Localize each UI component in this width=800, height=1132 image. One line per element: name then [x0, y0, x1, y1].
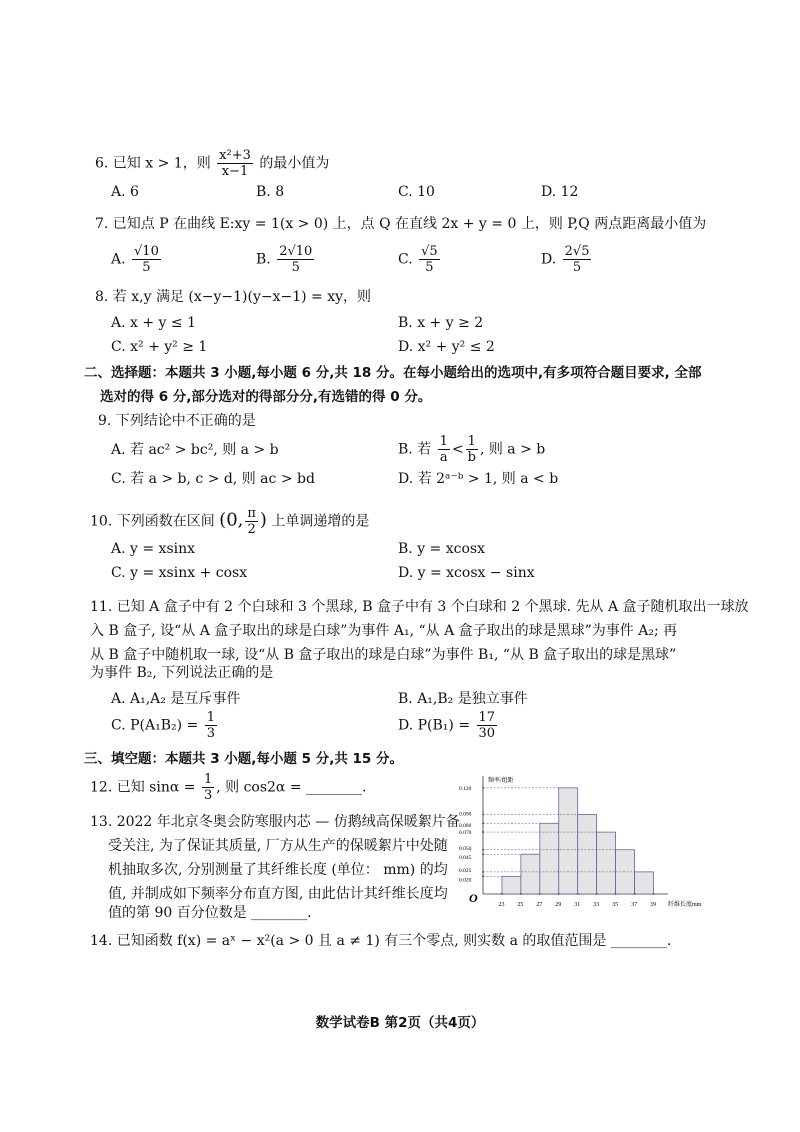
q11-option-b: B. A₁,B₂ 是独立事件 [398, 691, 528, 707]
x-tick-label: 35 [612, 902, 619, 908]
x-tick-mark [558, 893, 560, 895]
q11-stem-line: 为事件 B₂, 下列说法正确的是 [90, 665, 274, 681]
q10-option-d: D. y = xcosx − sinx [398, 565, 535, 581]
q8-option-c: C. x² + y² ≥ 1 [111, 339, 208, 355]
x-axis-label: 纤维长度mm [668, 902, 702, 908]
y-tick-label: 0.020 [459, 877, 472, 884]
q8-option-d: D. x² + y² ≤ 2 [398, 339, 495, 355]
histogram-bar [635, 872, 654, 894]
x-tick-label: 27 [536, 902, 543, 908]
y-tick-label: 0.045 [459, 855, 472, 862]
q13-line: 值的第 90 百分位数是 ________. [108, 905, 312, 921]
y-tick-mark [482, 831, 484, 833]
y-tick-label: 0.070 [459, 830, 472, 837]
q9-option-c: C. 若 a > b, c > d, 则 ac > bd [111, 471, 315, 487]
section2-instructions: 选对的得 6 分,部分选对的得部分分,有选错的得 0 分。 [100, 389, 432, 405]
x-tick-mark [520, 893, 522, 895]
histogram-bar [521, 854, 540, 894]
y-tick-label: 0.120 [459, 785, 472, 792]
histogram-bar [578, 814, 597, 894]
x-tick-label: 33 [593, 902, 600, 908]
x-tick-label: 31 [574, 902, 581, 908]
q11-stem-line: 入 B 盒子, 设“从 A 盒子取出的球是白球”为事件 A₁, “从 A 盒子取出的球是黑球”为事件 A₂; 再 [90, 623, 678, 639]
section3-heading: 三、填空题：本题共 3 小题,每小题 5 分,共 15 分。 [84, 751, 404, 767]
y-tick-label: 0.050 [459, 845, 472, 852]
y-tick-mark [482, 787, 484, 789]
y-tick-mark [482, 813, 484, 815]
x-tick-mark [596, 893, 598, 895]
q7-stem: 7. 已知点 P 在曲线 E:xy = 1(x > 0) 上，点 Q 在直线 2x + y = 0 上，则 P,Q 两点距离最小值为 [95, 216, 707, 232]
q13-line: 值, 并制成如下频率分布直方图, 由此估计其纤维长度均 [108, 886, 448, 902]
q13-line: 机抽取多次, 分别测量了其纤维长度 (单位： mm) 的均 [108, 862, 448, 878]
q10-stem: 10. 下列函数在区间 (0, $\frac{\pi}{2}$ ) 上单调递增的是 [90, 506, 370, 537]
q7-option-b: B. $\frac{2√10}{5}$ [256, 244, 313, 275]
y-tick-mark [482, 822, 484, 824]
q11-stem-line: 从 B 盒子中随机取一球, 设“从 B 盒子取出的球是白球”为事件 B₁, “从 B 盒子取出的球是黑球” [90, 647, 677, 663]
x-tick-label: 37 [631, 902, 638, 908]
q13-line: 13. 2022 年北京冬奥会防寒服内芯 — 仿鹅绒高保暖絮片备 [90, 814, 460, 830]
origin-label: O [469, 891, 478, 905]
q8-option-a: A. x + y ≤ 1 [111, 315, 196, 331]
q6-option-b: B. 8 [256, 184, 285, 200]
q7-option-a: A. $\frac{√10}{5}$ [111, 244, 159, 275]
q11-option-c: C. P(A₁B₂) = $\frac{1}{3}$ [111, 710, 215, 741]
y-tick-mark [482, 871, 484, 873]
q9-option-b: B. 若 $\frac{1}{a}$ < $\frac{1}{b}$ , 则 a > b [398, 434, 546, 465]
x-tick-label: 29 [555, 902, 562, 908]
y-tick-label: 0.090 [459, 811, 472, 818]
q7-option-c: C. $\frac{√5}{5}$ [398, 244, 438, 275]
q9-option-d: D. 若 2ᵃ⁻ᵇ > 1, 则 a < b [398, 471, 559, 487]
q6-option-c: C. 10 [398, 184, 435, 200]
y-tick-mark [482, 875, 484, 877]
x-tick-mark [577, 893, 579, 895]
q11-option-a: A. A₁,A₂ 是互斥事件 [111, 691, 241, 707]
q10-option-b: B. y = xcosx [398, 541, 485, 557]
q14: 14. 已知函数 f(x) = aˣ − x²(a > 0 且 a ≠ 1) 有三个零点, 则实数 a 的取值范围是 ________. [90, 933, 672, 949]
frequency-histogram [458, 768, 708, 918]
x-tick-label: 25 [517, 902, 524, 908]
q8-option-b: B. x + y ≥ 2 [398, 315, 484, 331]
q11-option-d: D. P(B₁) = $\frac{17}{30}$ [398, 710, 496, 741]
q13-line: 受关注, 为了保证其质量, 厂方从生产的保暖絮片中处随 [108, 838, 448, 854]
histogram-bar [559, 788, 578, 894]
q10-option-c: C. y = xsinx + cosx [111, 565, 248, 581]
q6-option-d: D. 12 [541, 184, 579, 200]
x-tick-mark [634, 893, 636, 895]
q12: 12. 已知 sinα = $\frac{1}{3}$ , 则 cos2α = ________. [90, 772, 367, 803]
x-tick-mark [653, 893, 655, 895]
x-tick-label: 39 [650, 902, 657, 908]
x-tick-mark [539, 893, 541, 895]
y-tick-label: 0.025 [459, 867, 472, 874]
section2-heading: 二、选择题：本题共 3 小题,每小题 6 分,共 18 分。在每小题给出的选项中,有多项符合题目要求, 全部 [84, 365, 702, 381]
q7-option-d: D. $\frac{2√5}{5}$ [541, 244, 590, 275]
q6-option-a: A. 6 [111, 184, 139, 200]
y-tick-mark [482, 849, 484, 851]
y-tick-label: 0.080 [459, 823, 472, 830]
q8-stem: 8. 若 x,y 满足 (x−y−1)(y−x−1) = xy，则 [95, 289, 372, 305]
q11-stem-line: 11. 已知 A 盒子中有 2 个白球和 3 个黑球, B 盒子中有 3 个白球和 2 个黑球. 先从 A 盒子随机取出一球放 [90, 599, 749, 615]
q6-stem: 6. 已知 x > 1，则 $\frac{\text{x²+3}}{x-1}$ 的最小值为 [95, 148, 330, 179]
histogram-bar [502, 876, 521, 894]
q10-option-a: A. y = xsinx [111, 541, 196, 557]
histogram-bar [540, 823, 559, 894]
q9-option-a: A. 若 ac² > bc², 则 a > b [111, 442, 279, 458]
page-footer: 数学试卷B 第2页（共4页） [315, 1015, 485, 1031]
y-axis-label: 频率/组距 [488, 778, 514, 784]
x-tick-mark [501, 893, 503, 895]
y-tick-mark [482, 853, 484, 855]
x-tick-label: 23 [498, 902, 505, 908]
x-tick-mark [615, 893, 617, 895]
histogram-bar [597, 832, 616, 894]
q9-stem: 9. 下列结论中不正确的是 [98, 413, 256, 429]
